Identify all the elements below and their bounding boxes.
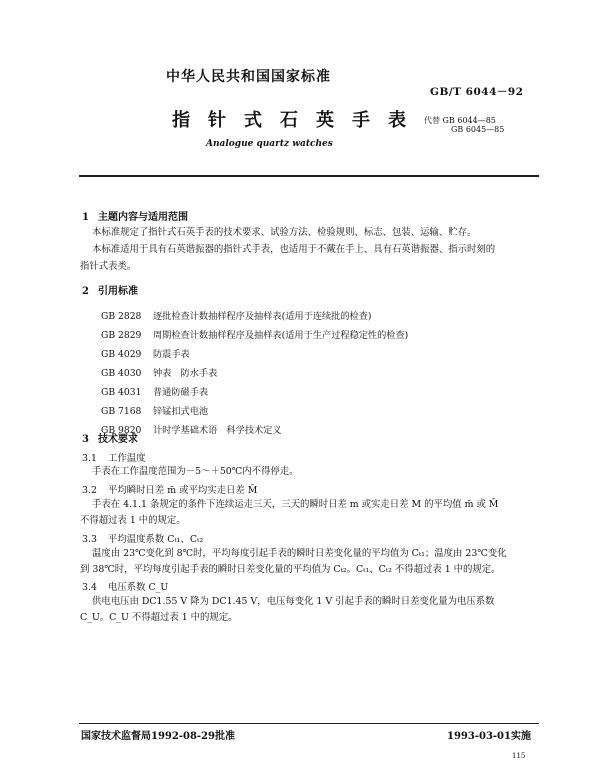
replaces-line-2: GB 6045—85	[451, 125, 505, 134]
reference-item	[101, 307, 408, 326]
subsection-3-1-heading	[82, 450, 146, 464]
reference-item	[101, 345, 408, 364]
english-title: Analogue quartz watches	[206, 139, 333, 149]
section-number: 2	[82, 286, 89, 297]
footer-divider	[79, 723, 539, 724]
reference-item	[101, 364, 408, 383]
subsection-number: 3.2	[82, 485, 97, 496]
section-number: 3	[82, 434, 89, 445]
reference-title: 普通防磁手表	[153, 387, 209, 398]
reference-item	[101, 326, 408, 345]
reference-title: 计时学基础术语 科学技术定义	[153, 425, 282, 436]
section-1-paragraph-2: 本标准适用于具有石英谐振器的指针式手表，也适用于不戴在手上、具有石英谐振器、指示时刻的	[92, 244, 496, 255]
reference-code: GB 4029	[101, 349, 142, 360]
reference-code: GB 9820	[101, 425, 142, 436]
approval-date: 国家技术监督局1992-08-29批准	[81, 731, 235, 742]
subsection-3-3-text: 温度由 23℃变化到 8℃时，平均每度引起手表的瞬时日差变化量的平均值为 Cₜ₁；温度由 23℃变化	[92, 548, 507, 559]
subsection-title: 电压系数 C_U	[108, 582, 169, 593]
document-title: 指针式石英手表	[172, 110, 424, 131]
subsection-title: 工作温度	[108, 453, 146, 464]
replaces-line-1: 代替 GB 6044—85	[424, 116, 496, 125]
section-number: 1	[82, 212, 89, 223]
section-2-heading	[82, 282, 138, 297]
reference-item	[101, 421, 408, 440]
replaces-note	[424, 116, 504, 134]
reference-item	[101, 383, 408, 402]
reference-title: 周期检查计数抽样程序及抽样表(适用于生产过程稳定性的检查)	[153, 330, 409, 341]
section-title: 引用标准	[98, 286, 138, 297]
subsection-3-4-text: 供电电压由 DC1.55 V 降为 DC1.45 V，电压每变化 1 V 引起手表的瞬时日差变化量为电压系数	[92, 596, 495, 607]
page-number: 115	[512, 752, 526, 760]
reference-code: GB 4030	[101, 368, 142, 379]
reference-code: GB 2829	[101, 330, 142, 341]
subsection-3-2-text: 手表在 4.1.1 条规定的条件下连续运走三天，三天的瞬时日差 m 或实走日差 M 的平均值 m̄ 或 M̄	[92, 499, 499, 510]
reference-item	[101, 402, 408, 421]
reference-code: GB 7168	[101, 406, 142, 417]
reference-title: 钟表 防水手表	[153, 368, 218, 379]
implementation-date: 1993-03-01实施	[447, 731, 531, 742]
reference-title: 防震手表	[153, 349, 190, 360]
section-3-heading	[82, 430, 138, 445]
reference-code: GB 2828	[101, 311, 142, 322]
subsection-3-3-text-cont: 到 38℃时，平均每度引起手表的瞬时日差变化量的平均值为 Cₜ₂。Cₜ₁、Cₜ₂ 不得超过表 1 中的规定。	[80, 564, 501, 575]
subsection-3-4-text-cont: C_U。C_U 不得超过表 1 中的规定。	[80, 612, 238, 623]
section-1-heading	[82, 208, 188, 223]
subsection-3-3-heading	[82, 531, 203, 545]
reference-list	[101, 307, 408, 440]
standard-number: GB/T 6044－92	[430, 86, 524, 98]
subsection-3-1-text: 手表在工作温度范围为－5～＋50℃内不得停走。	[92, 466, 299, 477]
subsection-title: 平均瞬时日差 m̄ 或平均实走日差 M̄	[108, 485, 258, 496]
subsection-number: 3.4	[82, 582, 97, 593]
subsection-title: 平均温度系数 Cₜ₁、Cₜ₂	[108, 534, 204, 545]
reference-title: 逐批检查计数抽样程序及抽样表(适用于连续批的检查)	[153, 311, 372, 322]
section-1-paragraph-1: 本标准规定了指针式石英手表的技术要求、试验方法、检验规则、标志、包装、运输、贮存。	[92, 227, 477, 238]
section-1-paragraph-2-cont: 指针式表类。	[80, 261, 137, 272]
subsection-3-2-heading	[82, 482, 257, 496]
subsection-3-4-heading	[82, 579, 168, 593]
subsection-number: 3.3	[82, 534, 97, 545]
subsection-number: 3.1	[82, 453, 97, 464]
header-divider	[79, 175, 539, 177]
subsection-3-2-text-cont: 不得超过表 1 中的规定。	[80, 515, 186, 526]
section-title: 主题内容与适用范围	[98, 212, 188, 223]
reference-title: 锌锰扣式电池	[153, 406, 209, 417]
section-title: 技术要求	[98, 434, 138, 445]
reference-code: GB 4031	[101, 387, 142, 398]
standard-title: 中华人民共和国国家标准	[166, 69, 331, 85]
